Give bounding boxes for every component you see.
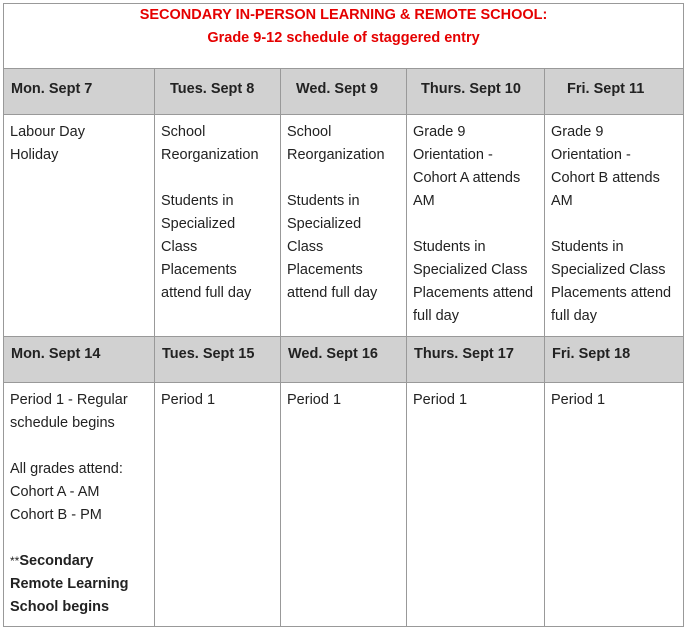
cell-text: Specialized (161, 216, 236, 232)
cell-text: Students in (287, 193, 360, 209)
schedule-title (4, 4, 684, 69)
cell-text: Cohort A - AM (10, 484, 100, 500)
cell-text: Grade 9 (551, 124, 604, 140)
remote-school-note (10, 550, 148, 573)
header-wed-sept-16: Wed. Sept 16 (288, 346, 378, 362)
header-mon-sept-7: Mon. Sept 7 (11, 81, 93, 97)
cell-text: Period 1 (287, 392, 342, 408)
title-line-1: SECONDARY IN-PERSON LEARNING & REMOTE SCHOOL: (139, 7, 548, 23)
header-cell (4, 69, 155, 115)
cell-tues-sept-15 (155, 383, 281, 627)
header-cell (281, 69, 407, 115)
cell-text: All grades attend: (10, 461, 123, 477)
cell-text: Period 1 - Regular (10, 392, 128, 408)
cell-wed-sept-9 (281, 115, 407, 337)
header-tues-sept-8: Tues. Sept 8 (170, 81, 255, 97)
cell-text: Placements attend (551, 285, 672, 301)
cell-text: Secondary (19, 553, 94, 569)
cell-text: Orientation - (551, 147, 631, 163)
cell-mon-sept-14 (4, 383, 155, 627)
cell-text: Students in (551, 239, 624, 255)
cell-text: Orientation - (413, 147, 493, 163)
header-cell (407, 337, 545, 383)
header-mon-sept-14: Mon. Sept 14 (11, 346, 101, 362)
cell-text: Cohort A attends (413, 170, 521, 186)
cell-thurs-sept-17 (407, 383, 545, 627)
week1-header-row (4, 69, 684, 115)
cell-text: schedule begins (10, 415, 115, 431)
cell-text: full day (413, 308, 459, 324)
header-cell (545, 337, 684, 383)
cell-text: Class (161, 239, 198, 255)
header-cell (155, 337, 281, 383)
cell-text: Grade 9 (413, 124, 466, 140)
title-line-2: Grade 9-12 schedule of staggered entry (207, 30, 480, 46)
cell-text: Specialized (287, 216, 362, 232)
cell-text: Reorganization (161, 147, 259, 163)
cell-text: Period 1 (551, 392, 606, 408)
header-cell (4, 337, 155, 383)
week2-body-row (4, 383, 684, 627)
header-thurs-sept-10: Thurs. Sept 10 (421, 81, 521, 97)
cell-text: Students in (161, 193, 234, 209)
cell-text: School (161, 124, 206, 140)
asterisks: ** (10, 554, 20, 568)
cell-text: School begins (10, 599, 110, 615)
cell-text: Class (287, 239, 324, 255)
cell-text: Specialized Class (413, 262, 528, 278)
cell-text: Cohort B - PM (10, 507, 102, 523)
title-row (4, 4, 684, 69)
header-cell (545, 69, 684, 115)
header-thurs-sept-17: Thurs. Sept 17 (414, 346, 514, 362)
cell-text: Placements (161, 262, 237, 278)
cell-text: Placements attend (413, 285, 534, 301)
cell-text: School (287, 124, 332, 140)
cell-text: Period 1 (413, 392, 468, 408)
cell-wed-sept-16 (281, 383, 407, 627)
cell-thurs-sept-10 (407, 115, 545, 337)
cell-text: Reorganization (287, 147, 385, 163)
header-cell (281, 337, 407, 383)
header-wed-sept-9: Wed. Sept 9 (296, 81, 378, 97)
header-cell (407, 69, 545, 115)
cell-tues-sept-8 (155, 115, 281, 337)
cell-text: Placements (287, 262, 363, 278)
cell-text: AM (551, 193, 573, 209)
cell-text: Period 1 (161, 392, 216, 408)
cell-text: attend full day (287, 285, 378, 301)
cell-fri-sept-18 (545, 383, 684, 627)
week2-header-row (4, 337, 684, 383)
header-fri-sept-18: Fri. Sept 18 (552, 346, 631, 362)
cell-text: full day (551, 308, 597, 324)
cell-mon-sept-7 (4, 115, 155, 337)
cell-text: attend full day (161, 285, 252, 301)
header-cell (155, 69, 281, 115)
cell-text: Students in (413, 239, 486, 255)
cell-text: Cohort B attends (551, 170, 660, 186)
cell-text: Labour Day (10, 124, 85, 140)
header-tues-sept-15: Tues. Sept 15 (162, 346, 255, 362)
cell-fri-sept-11 (545, 115, 684, 337)
cell-text: Specialized Class (551, 262, 666, 278)
cell-text: Remote Learning (10, 576, 129, 592)
schedule-table (3, 3, 684, 627)
header-fri-sept-11: Fri. Sept 11 (567, 81, 645, 97)
cell-text: Holiday (10, 147, 59, 163)
cell-text: AM (413, 193, 435, 209)
week1-body-row (4, 115, 684, 337)
